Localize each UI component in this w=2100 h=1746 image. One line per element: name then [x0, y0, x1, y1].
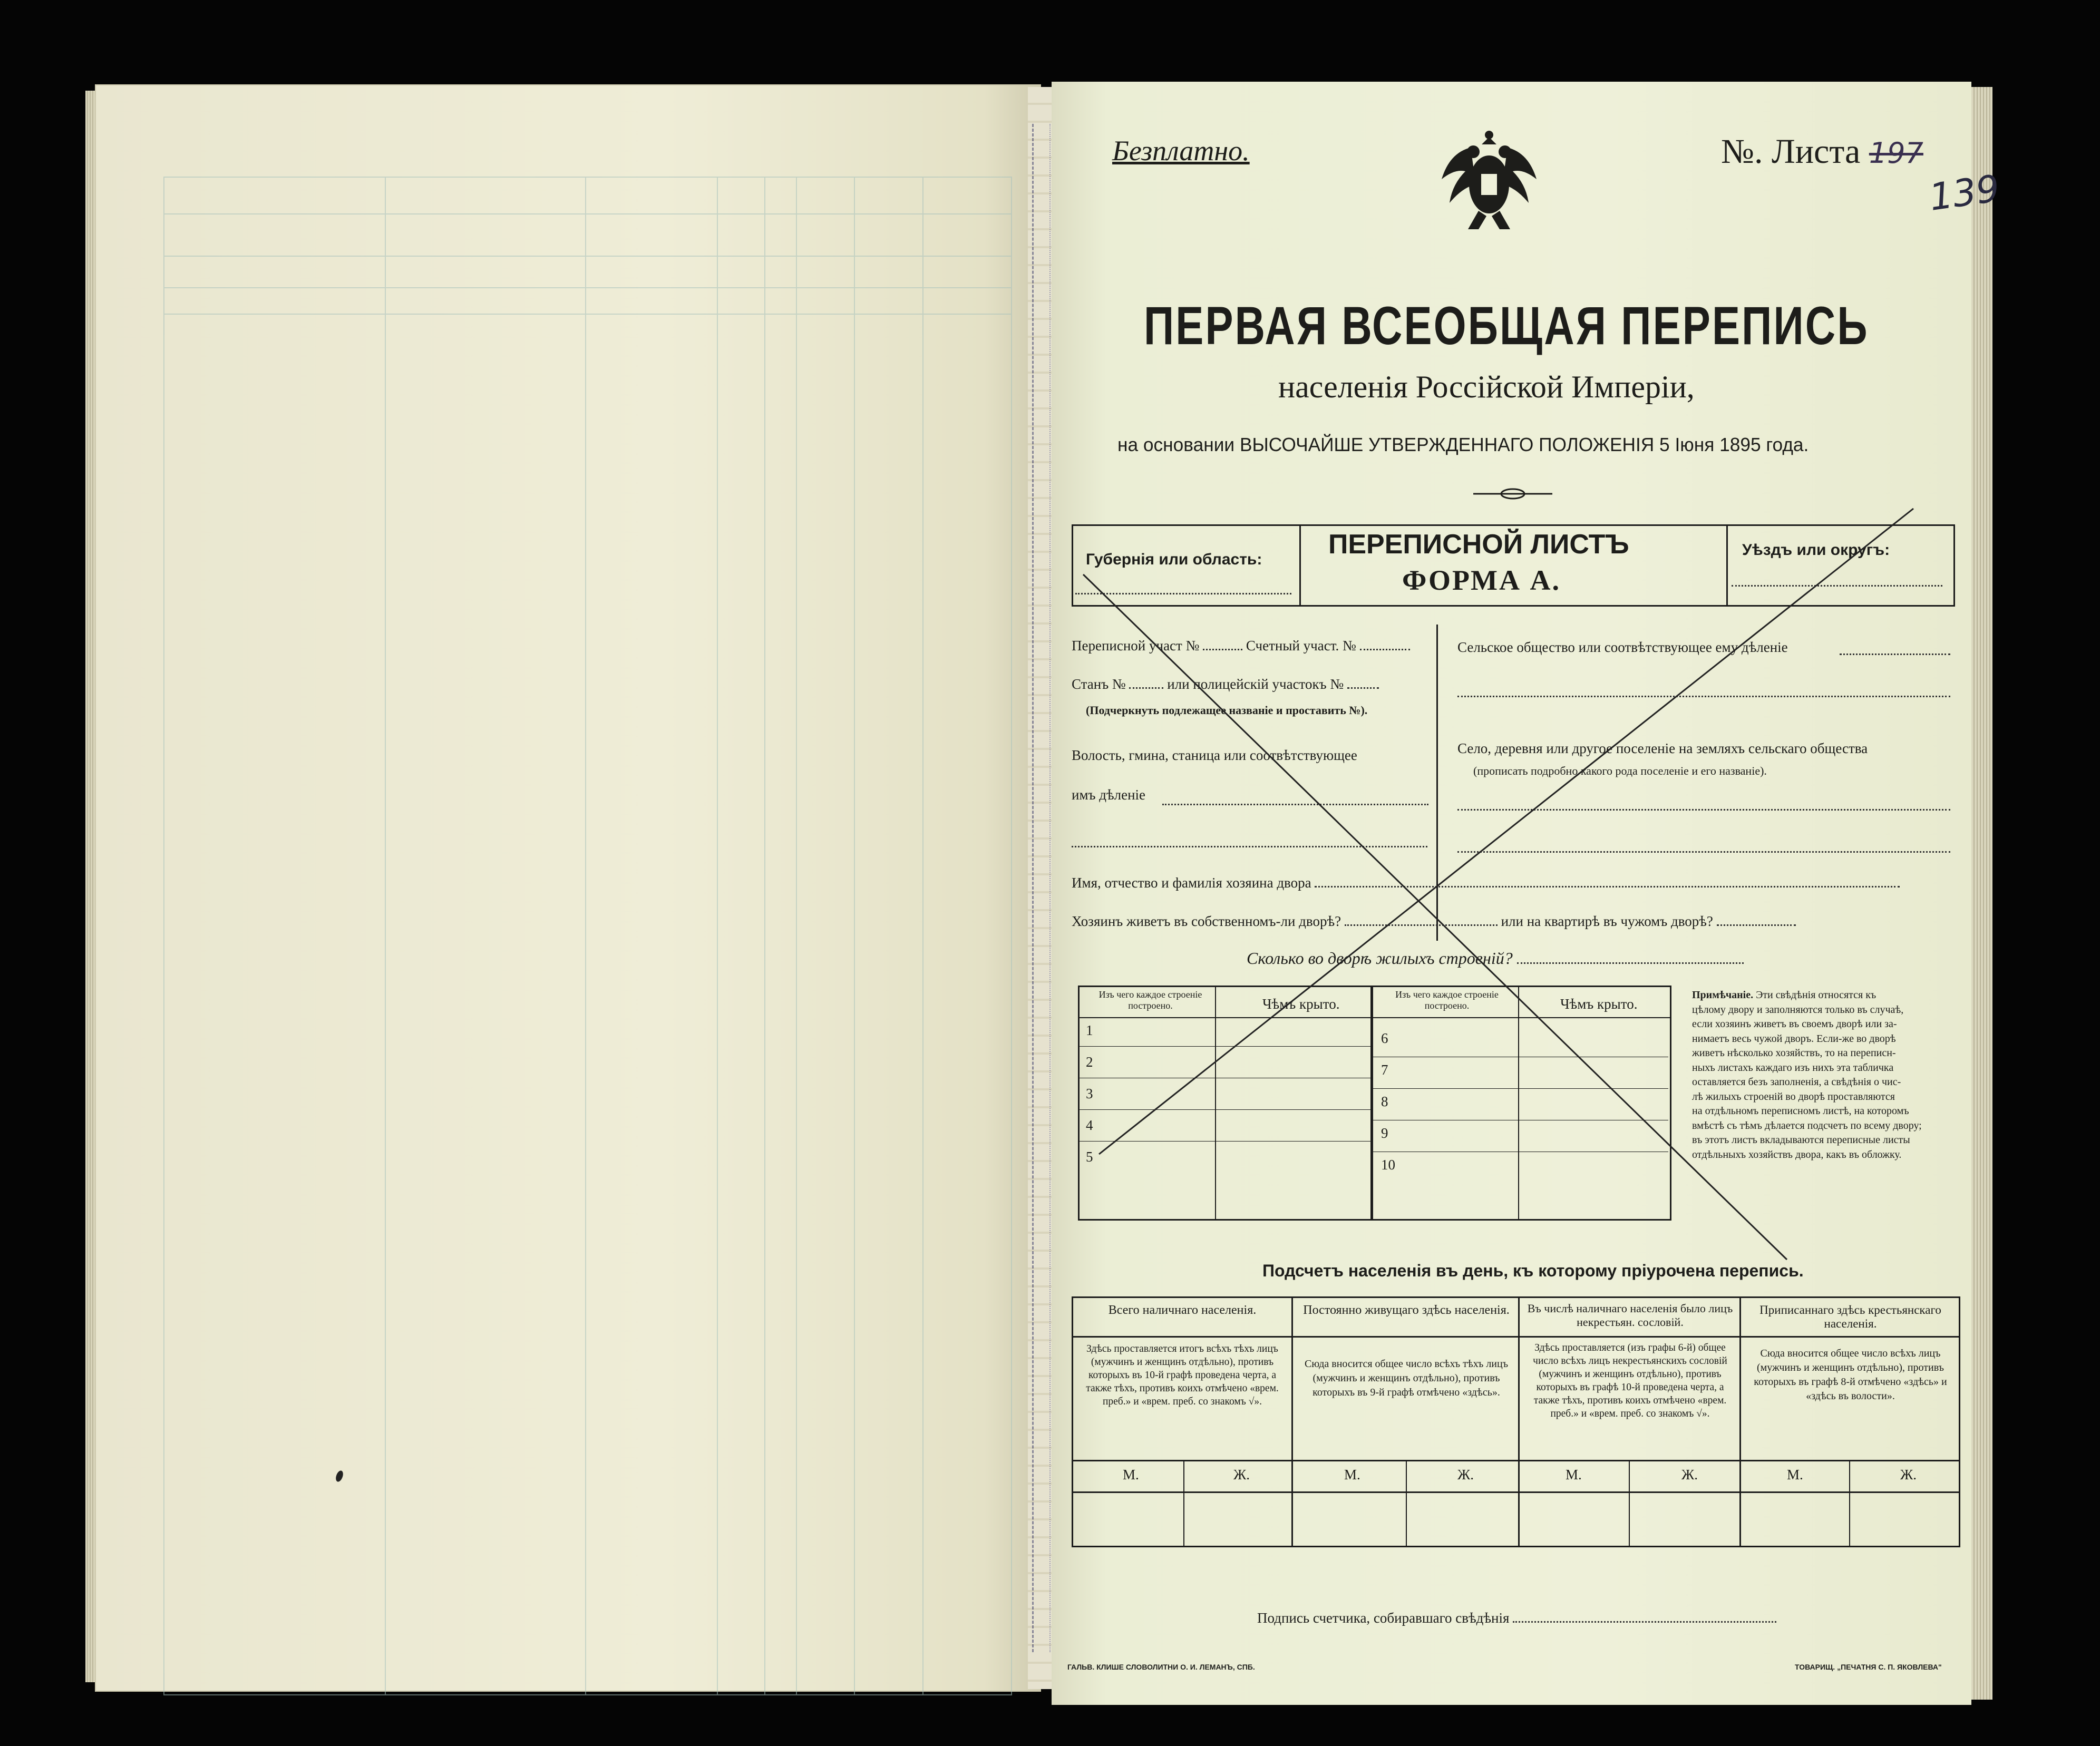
- female-label: Ж.: [1900, 1467, 1917, 1482]
- male-label: М.: [1344, 1467, 1360, 1482]
- signature-label: Подпись счетчика, собиравшаго свѣдѣнія: [1257, 1610, 1510, 1626]
- col-roof: Чѣмъ крыто.: [1262, 996, 1340, 1012]
- female-label: Ж.: [1681, 1467, 1698, 1482]
- male-label: М.: [1787, 1467, 1803, 1482]
- row-number: 1: [1086, 1022, 1093, 1038]
- volost-label: Волость, гмина, станица или соотвѣтствующее: [1072, 747, 1357, 763]
- stitching: [1032, 124, 1051, 1652]
- village-label: Село, деревня или другое поселеніе на земляхъ сельскаго общества: [1457, 740, 1868, 756]
- count-description: Сюда вносится общее число всѣхъ лицъ (мужчинъ и женщинъ отдѣльно), противъ которыхъ въ графѣ 8-й отмѣчено «здѣсь» и «здѣсь въ волости».: [1754, 1348, 1947, 1402]
- rural-society-label: Сельское общество или соотвѣтствующее ему дѣленіе: [1457, 639, 1788, 655]
- row-number: 10: [1381, 1157, 1395, 1173]
- folio-number-handwritten: 139: [1926, 167, 2002, 219]
- row-number: 4: [1086, 1117, 1093, 1133]
- owner-rent-label: или на квартирѣ въ чужомъ дворѣ?: [1501, 913, 1713, 929]
- form-label: ФОРМА А.: [1402, 564, 1561, 596]
- count-header: Въ числѣ наличнаго населенія было лицъ некрестьян. сословій.: [1527, 1302, 1733, 1329]
- col-roof: Чѣмъ крыто.: [1560, 996, 1638, 1012]
- female-label: Ж.: [1457, 1467, 1474, 1482]
- free-label: Безплатно.: [1112, 135, 1250, 167]
- left-page: [95, 84, 1041, 1692]
- page-stack-edge: [1971, 87, 1992, 1700]
- volost-cont-label: имъ дѣленіе: [1072, 787, 1146, 803]
- row-number: 7: [1381, 1062, 1388, 1078]
- count-description: Здѣсь проставляется итогъ всѣхъ тѣхъ лицъ (мужчинъ и женщинъ отдѣльно), противъ которыхъ въ 10-й графѣ проведена черта, а также тѣхъ, противъ коихъ отмѣчено «врем. преб.» и «врем. преб. со знакомъ √».: [1086, 1343, 1279, 1407]
- count-header: Постоянно живущаго здѣсь населенія.: [1303, 1303, 1510, 1317]
- district-label: Уѣздъ или округъ:: [1742, 541, 1890, 559]
- note-title: Примѣчаніе.: [1692, 989, 1754, 1001]
- stan-label: Станъ №: [1072, 676, 1126, 692]
- owner-own-yard-label: Хозяинъ живетъ въ собственномъ-ли дворѣ?: [1072, 913, 1341, 929]
- police-district-label: или полицейскій участокъ №: [1167, 676, 1344, 692]
- row-number: 9: [1381, 1125, 1388, 1141]
- buildings-question: Сколько во дворѣ жилыхъ строеній?: [1247, 949, 1513, 968]
- underline-note: (Подчеркнуть подлежащее названіе и проставить №).: [1086, 704, 1368, 717]
- census-form-page: [1052, 82, 2002, 1705]
- female-label: Ж.: [1233, 1467, 1250, 1482]
- page-title: ПЕРВАЯ ВСЕОБЩАЯ ПЕРЕПИСЬ: [1144, 296, 1869, 356]
- bleed-through-grid: [163, 177, 1012, 1694]
- col-material: Изъ чего каждое строеніе построено.: [1395, 989, 1499, 1011]
- col-material: Изъ чего каждое строеніе построено.: [1098, 989, 1202, 1011]
- page-stack-edge: [85, 91, 95, 1682]
- row-number: 8: [1381, 1094, 1388, 1109]
- census-district-label: Переписной участ №: [1072, 638, 1200, 653]
- binding-strip: [1028, 87, 1054, 1689]
- basis-line: на основании ВЫСОЧАЙШЕ УТВЕРЖДЕННАГО ПОЛОЖЕНІЯ 5 Іюня 1895 года.: [1117, 434, 1809, 455]
- printer-credit-left: ГАЛЬВ. КЛИШЕ СЛОВОЛИТНИ О. И. ЛЕМАНЪ, СПБ.: [1067, 1663, 1255, 1671]
- row-number: 5: [1086, 1149, 1093, 1165]
- province-label: Губернія или область:: [1086, 551, 1262, 568]
- row-number: 2: [1086, 1054, 1093, 1070]
- count-header: Приписаннаго здѣсь крестьянскаго населенія.: [1759, 1303, 1941, 1330]
- male-label: М.: [1566, 1467, 1582, 1482]
- printer-credit-right: ТОВАРИЩ. „ПЕЧАТНЯ С. П. ЯКОВЛЕВА": [1795, 1663, 1942, 1671]
- pencil-cross-lines: [1052, 82, 1971, 1705]
- page-subtitle: населенія Россійской Имперіи,: [1278, 369, 1695, 404]
- village-note: (прописать подробно какого рода поселеніе и его названіе).: [1473, 764, 1767, 777]
- counting-district-label: Счетный участ. №: [1246, 638, 1356, 653]
- sheet-number-label: №. Листа: [1721, 132, 1861, 171]
- count-description: Здѣсь проставляется (изъ графы 6-й) общее число всѣхъ лицъ некрестьянскихъ сословій (мужчинъ и женщинъ отдѣльно), противъ которыхъ въ графѣ 10-й проведена черта, а также тѣхъ, противъ коихъ отмѣчено «врем. преб.» и «врем. преб. со знакомъ √».: [1533, 1342, 1727, 1419]
- sheet-title: ПЕРЕПИСНОЙ ЛИСТЪ: [1328, 529, 1629, 560]
- count-description: Сюда вносится общее число всѣхъ тѣхъ лицъ (мужчинъ и женщинъ отдѣльно), противъ которыхъ въ 9-й графѣ отмѣчено «здѣсь».: [1304, 1358, 1509, 1398]
- row-number: 6: [1381, 1030, 1388, 1046]
- sheet-number-handwritten: 197: [1869, 136, 1923, 170]
- male-label: М.: [1123, 1467, 1139, 1482]
- owner-name-label: Имя, отчество и фамилія хозяина двора: [1072, 875, 1311, 891]
- count-header: Всего наличнаго населенія.: [1108, 1303, 1257, 1317]
- note-block: Примѣчаніе. Эти свѣдѣнія относятся къ цѣлому двору и заполняются только въ случаѣ, если хозяинъ живетъ въ своемъ дворѣ или за- нимаетъ весь чужой дворъ. Если-же во дворѣ живетъ нѣсколько хозяйствъ, то на переписн- ныхъ листахъ каждаго изъ нихъ эта табличка оставляется безъ заполненія, а свѣдѣнія о чис- лѣ жилыхъ строеній во дворѣ проставляются на отдѣльномъ переписномъ листѣ, на которомъ вмѣстѣ съ тѣмъ дѣлается подсчетъ по всему двору; въ этотъ листъ вкладываются переписные листы отдѣльныхъ хозяйствъ двора, какъ въ обложку.: [1692, 989, 1922, 1160]
- count-heading: Подсчетъ населенія въ день, къ которому пріурочена перепись.: [1262, 1261, 1804, 1280]
- row-number: 3: [1086, 1086, 1093, 1101]
